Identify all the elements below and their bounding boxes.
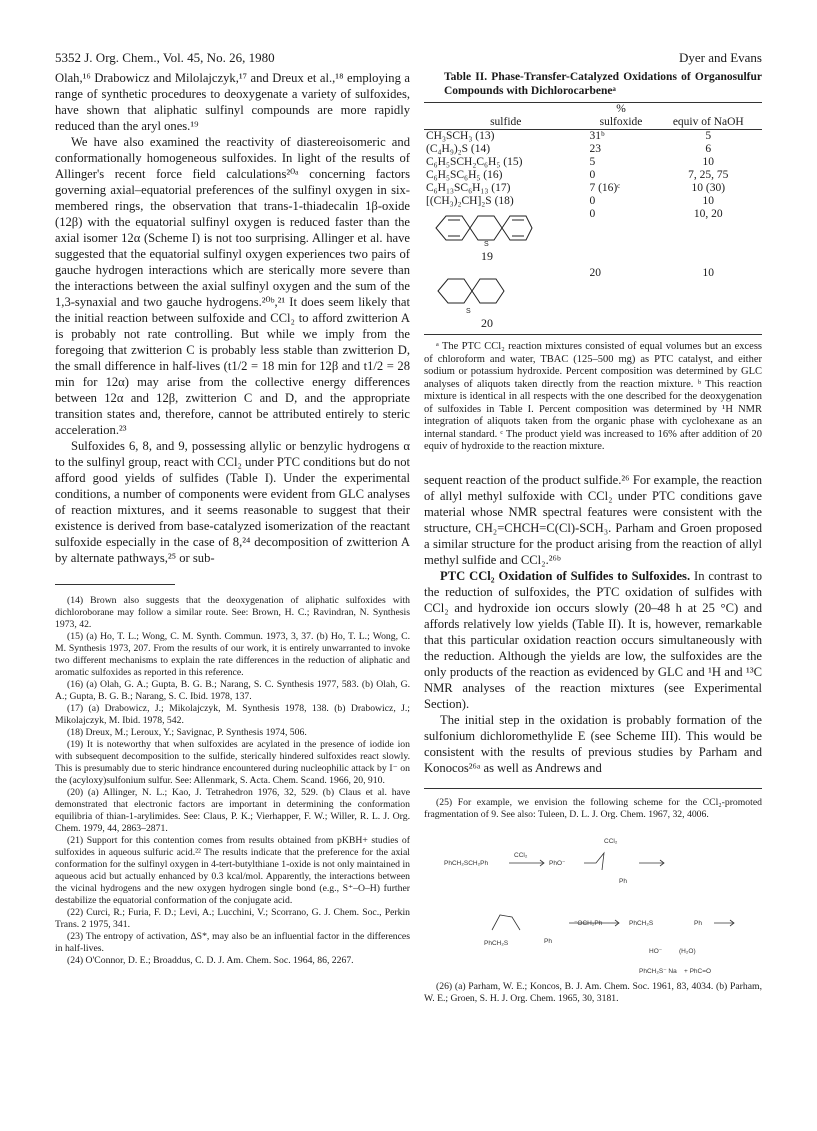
column-header: sulfoxide bbox=[599, 116, 643, 128]
paragraph: In contrast to the reduction of sulfoxides, the PTC oxidation of sulfides with CCl₂ and hydroxide ion occurs slowly (20–48 h at 25 °C) and affords relatively low yields (Table II). It is, however, remarkable that this particular oxidation reaction occurs simultaneously with the reduction. Although the yields are low, the sulfoxides are the only products of the reaction as evidenced by GLC and ¹H and ¹³C NMR analyses of the reaction mixtures (see Experimental Section). bbox=[424, 568, 763, 711]
footnote-rule bbox=[424, 788, 762, 789]
svg-text:S: S bbox=[484, 241, 489, 248]
paragraph: Olah,¹⁶ Drabowicz and Milolajczyk,¹⁷ and Dreux et al.,¹⁸ employing a range of synthetic procedures to deoxygenate a variety of sulfoxides, have shown that aliphatic sulfinyl compounds are more rapidly reduced than the aryl ones.¹⁹ bbox=[55, 71, 410, 133]
svg-text:CCl₂: CCl₂ bbox=[604, 837, 618, 845]
column-header: equiv of NaOH bbox=[672, 116, 744, 128]
table-title: Table II. Phase-Transfer-Catalyzed Oxidations of Organosulfur Compounds with Dichlorocarbeneᵃ bbox=[444, 71, 762, 97]
footnotes bbox=[55, 595, 410, 967]
fragmentation-scheme bbox=[424, 825, 762, 975]
table-row: C₆H₅SCH₂C₆H₅ (15) 5 10 bbox=[426, 156, 715, 168]
table-row: C₆H₁₃SC₆H₁₃ (17) 7 (16)ᶜ 10 (30) bbox=[426, 182, 726, 194]
svg-text:CCl₂: CCl₂ bbox=[514, 851, 528, 859]
svg-text:PhCH₂S⁻ Na: PhCH₂S⁻ Na bbox=[639, 967, 677, 975]
table-notes: ᵃ The PTC CCl₂ reaction mixtures consisted of equal volumes but an excess of chloroform and water, TBAC (125–500 mg) as PTC catalyst, and either sodium or potassium hydroxide. Percent composition was determined by GLC analyses of aliquots taken directly from the reaction mixture. ᵇ This reaction mixture is identical in all respects with the one described for the deoxygenation of sulfoxides in Table I. Percent composition was determined by ¹H NMR integration of aliquots taken from the organic phase with cyclohexane as an internal standard. ᶜ The product yield was increased to 16% after addition of 20 equiv of hydroxide to the reaction mixture. bbox=[424, 341, 762, 452]
running-header-right: Dyer and Evans bbox=[678, 50, 762, 65]
svg-text:Ph: Ph bbox=[694, 919, 702, 927]
svg-text:PhCH₂SCH₂Ph: PhCH₂SCH₂Ph bbox=[444, 859, 489, 867]
footnote: (25) For example, we envision the following scheme for the CCl₂-promoted fragmentation of 9. See also: Tuleen, D. L. J. Org. Chem. 1967, 32, 4006. bbox=[424, 796, 762, 820]
footnote: (19) It is noteworthy that when sulfoxides are acylated in the presence of iodide ion with subsequent decomposition to the sulfide, sterically hindered sulfoxides react slowly. This is presumably due to steric hindrance encountered during nucleophilic attack by I⁻ on the (acyloxy)sulfonium sulfur. See: Allenmark, S. Acta. Chem. Scand. 1966, 20, 910. bbox=[55, 739, 410, 786]
svg-text:Ph: Ph bbox=[544, 937, 552, 945]
table-row: C₆H₅SC₆H₅ (16) 0 7, 25, 75 bbox=[426, 169, 729, 181]
paragraph: The initial step in the oxidation is probably formation of the sulfonium dichloromethylide E (see Scheme III). This would be consistent with the results of previous studies by Parham and Konocos²⁶ᵃ as well as Andrews and bbox=[424, 712, 762, 775]
section-heading: PTC CCl₂ Oxidation of Sulfides to Sulfoxides. bbox=[440, 568, 691, 583]
svg-text:HO⁻: HO⁻ bbox=[649, 947, 663, 955]
footnote: (26) (a) Parham, W. E.; Koncos, B. J. Am. Chem. Soc. 1961, 83, 4034. (b) Parham, W. E.; Groen, S. H. J. Org. Chem. 1965, 30, 3181. bbox=[424, 980, 762, 1004]
svg-text:S: S bbox=[466, 308, 471, 315]
footnote: (20) (a) Allinger, N. L.; Kao, J. Tetrahedron 1976, 32, 529. (b) Claus et al. have demonstrated that electronic factors are important in determining the conformation equilibria of thian-1-arylimides. See: Claus, P. K.; Vierhapper, F. W.; Willer, R. L. J. Org. Chem. 1979, 44, 2863–2871. bbox=[55, 787, 410, 834]
footnote: (14) Brown also suggests that the deoxygenation of aliphatic sulfoxides with dichloroborane may follow a similar route. See: Brown, H. C.; Ravindran, N. Synthesis 1973, 42. bbox=[55, 595, 410, 630]
footnote: (18) Dreux, M.; Leroux, Y.; Savignac, P. Synthesis 1974, 506. bbox=[67, 727, 307, 738]
table-row: S 20 20 10 bbox=[424, 267, 762, 335]
svg-text:⁻OCH₂Ph: ⁻OCH₂Ph bbox=[574, 919, 603, 927]
footnote: (17) (a) Drabowicz, J.; Mikolajczyk, M. Synthesis 1978, 138. (b) Drabowicz, J.; Mikolajczyk, M. Ibid. 1978, 542. bbox=[55, 703, 410, 726]
thioxanthene-structure-19 bbox=[426, 208, 536, 248]
svg-text:Ph: Ph bbox=[619, 877, 627, 885]
table-row: S 19 0 10, 20 bbox=[424, 208, 762, 267]
column-header: sulfide bbox=[490, 116, 522, 128]
thiadecalin-structure-20 bbox=[426, 267, 516, 315]
footnote: (23) The entropy of activation, ΔS*, may also be an influential factor in the differences in half-lives. bbox=[55, 931, 410, 954]
footnote: (22) Curci, R.; Furia, F. D.; Levi, A.; Lucchini, V.; Scorrano, G. J. Chem. Soc., Perkin Trans. 2 1975, 341. bbox=[55, 907, 410, 930]
paragraph: Sulfoxides 6, 8, and 9, possessing allylic or benzylic hydrogens α to the sulfinyl group, react with CCl₂ under PTC conditions but do not afford good yields of sulfides (Table I). Under the experimental conditions, a number of components were evident from GLC analyses of reaction mixtures, and it seems reasonable to suggest that their existence is derived from base-catalyzed isomerization of the reactant sulfoxide especially in the case of 8,²⁴ decomposition of zwitterion A by alternate pathways,²⁵ or sub- bbox=[55, 439, 410, 565]
column-header: % bbox=[616, 103, 626, 115]
table-row: CH₃SCH₃ (13) 31ᵇ 5 bbox=[426, 130, 712, 142]
table-row: (C₄H₉)₂S (14) 23 6 bbox=[426, 143, 712, 155]
footnote-rule bbox=[55, 584, 175, 585]
footnote: (15) (a) Ho, T. L.; Wong, C. M. Synth. Commun. 1973, 3, 37. (b) Ho, T. L.; Wong, C. M. Synthesis 1973, 207. From the results of our work, it is entirely unwarranted to invoke two different mechanisms to explain the rate differences in the reduction of aliphatic and aromatic sulfoxides as reported in this reference. bbox=[55, 631, 410, 678]
left-column bbox=[55, 70, 410, 967]
right-column bbox=[424, 70, 762, 1005]
svg-text:PhO⁻: PhO⁻ bbox=[549, 859, 566, 867]
table-row: [(CH₃)₂CH]₂S (18) 0 10 bbox=[426, 195, 715, 207]
svg-text:PhCH₂S: PhCH₂S bbox=[484, 939, 509, 947]
svg-text:PhCH₂S: PhCH₂S bbox=[629, 919, 654, 927]
svg-text:(H₂O): (H₂O) bbox=[679, 947, 696, 955]
running-header-left: 5352 J. Org. Chem., Vol. 45, No. 26, 1980 bbox=[55, 50, 275, 65]
footnote: (24) O'Connor, D. E.; Broaddus, C. D. J. Am. Chem. Soc. 1964, 86, 2267. bbox=[67, 955, 354, 966]
svg-text:+ PhC=O: + PhC=O bbox=[684, 967, 712, 975]
footnote: (16) (a) Olah, G. A.; Gupta, B. G. B.; Narang, S. C. Synthesis 1977, 583. (b) Olah, G. A.; Gupta, B. G. B.; Narang, S. C. Ibid. 1978, 137. bbox=[55, 679, 410, 702]
paragraph: We have also examined the reactivity of diastereoisomeric and conformationally homogeneous sulfoxides. In light of the results of Allinger's recent force field calculations²⁰ᵃ concerning factors governing axial–equatorial preferences of the sulfinyl oxygen in six-membered rings, the observation that trans-1-thiadecalin 1β-oxide (12β) with the equatorial sulfinyl oxygen is reduced faster than the axial isomer 12α (Scheme I) is not too surprising. Allinger et al. have suggested that the equatorial sulfinyl oxygen experiences two pairs of gauche hydrogen interactions which are sterically more severe than the interactions between the axial sulfinyl oxygen and the sum of the 1,3-synaxial and two gauche hydrogens.²⁰ᵇ,²¹ It does seem likely that the initial reaction between sulfoxide and CCl₂ to afford zwitterion A is probably not rate controlling. But while we imply from the foregoing that zwitterion C is probably less stable than zwitterion D, the small difference in half-lives (t1/2 = 18 min for 12β and t1/2 = 28 min for 12α) may arise from the collective energy differences between 12α and 12β, zwitterion C and D, and the appropriate transition states and, therefore, cannot be attributed entirely to steric acceleration.²³ bbox=[55, 135, 410, 437]
compound-label: 20 bbox=[481, 316, 493, 330]
oxidation-table bbox=[424, 102, 762, 335]
paragraph: sequent reaction of the product sulfide.²⁶ For example, the reaction of allyl methyl sulfoxide with CCl₂ under PTC conditions gave material whose NMR spectral features were consistent with the structure, CH₂=CHCH=C(Cl)-SCH₃. Parham and Groen proposed a similar structure for the product arising from the reaction of allyl methyl sulfide and CCl₂.²⁶ᵇ bbox=[424, 472, 762, 567]
footnote: (21) Support for this contention comes from results obtained from pKBH+ studies of sulfoxides in aqueous sulfuric acid.²² The results indicate that the preference for the axial conformation for the sulfinyl oxygen in 4-tert-butylthiane 1-oxide is not only maintained in aqueous acid but actually enhanced by 0.3 kcal/mol. Apparently, the interactions between the vicinal hydrogens and the new oxygen hydrogen single bond (e.g., S⁺–O–H) further destabilize the equatorial conformation of the conjugate acid. bbox=[55, 835, 410, 906]
compound-label: 19 bbox=[481, 249, 493, 263]
